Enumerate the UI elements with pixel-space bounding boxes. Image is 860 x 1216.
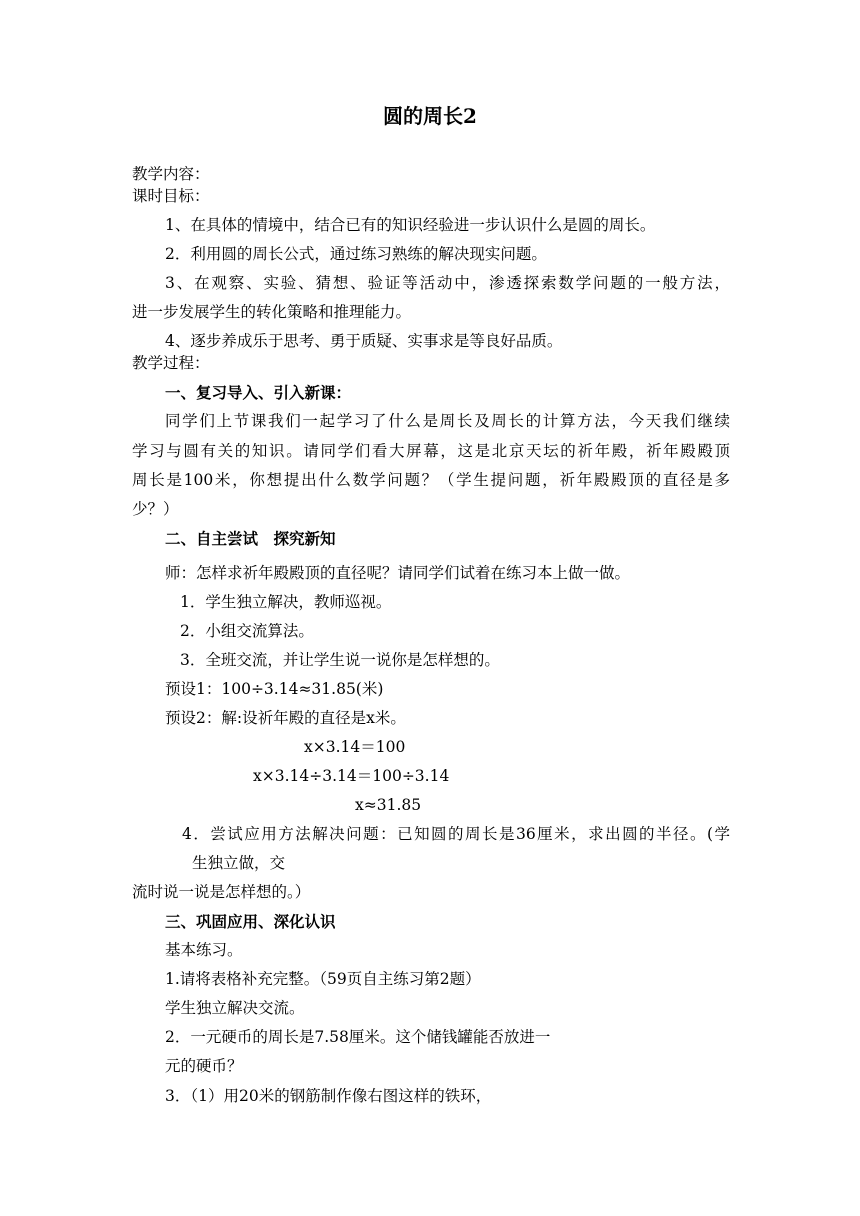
section3-line: 2．一元硬币的周长是7.58厘米。这个储钱罐能否放进一 (165, 1028, 551, 1046)
section3-line: 基本练习。 (165, 941, 243, 959)
equation-2: x×3.14÷3.14＝100÷3.14 (253, 767, 450, 785)
goal-4: 4、逐步养成乐于思考、勇于质疑、实事求是等良好品质。 (165, 332, 563, 350)
section2-step-4-cont: 生独立做，交 (192, 854, 286, 872)
section2-step: 3．全班交流，并让学生说一说你是怎样想的。 (180, 651, 500, 669)
section3-heading: 三、巩固应用、深化认识 (165, 912, 336, 931)
section2-step: 2．小组交流算法。 (180, 622, 314, 640)
goal-3: 3、在观察、实验、猜想、验证等活动中，渗透探索数学问题的一般方法， (165, 274, 730, 292)
goals-label: 课时目标： (132, 187, 210, 205)
section1-line: 周长是100米，你想提出什么数学问题？（学生提问题，祈年殿殿顶的直径是多 (132, 471, 730, 489)
preset-1: 预设1：100÷3.14≈31.85(米) (165, 680, 384, 698)
section1-line: 同学们上节课我们一起学习了什么是周长及周长的计算方法，今天我们继续 (165, 412, 730, 430)
equation-3: x≈31.85 (355, 796, 422, 814)
page-title: 圆的周长2 (383, 104, 477, 128)
process-label: 教学过程： (132, 354, 210, 372)
section2-step-4: 4．尝试应用方法解决问题：已知圆的周长是36厘米，求出圆的半径。(学 (182, 825, 730, 843)
content-label: 教学内容： (132, 165, 210, 183)
goal-3-cont: 进一步发展学生的转化策略和推理能力。 (132, 303, 412, 321)
section3-line: 学生独立解决交流。 (165, 999, 305, 1017)
goal-1: 1、在具体的情境中，结合已有的知识经验进一步认识什么是圆的周长。 (165, 216, 656, 234)
section3-line: 元的硬币？ (165, 1057, 243, 1075)
equation-1: x×3.14＝100 (304, 738, 406, 756)
section2-heading: 二、自主尝试 探究新知 (165, 529, 336, 548)
section2-step: 1．学生独立解决，教师巡视。 (180, 593, 392, 611)
goal-2: 2．利用圆的周长公式，通过练习熟练的解决现实问题。 (165, 245, 547, 263)
section1-line: 学习与圆有关的知识。请同学们看大屏幕，这是北京天坛的祈年殿，祈年殿殿顶 (132, 442, 730, 460)
section1-heading: 一、复习导入、引入新课： (165, 383, 352, 402)
section3-line: 1.请将表格补充完整。（59页自主练习第2题） (165, 970, 481, 988)
section3-line: 3．（1）用20米的钢筋制作像右图这样的铁环， (165, 1087, 492, 1105)
preset-2: 预设2：解:设祈年殿的直径是x米。 (165, 709, 406, 727)
section2-step-4-cont: 流时说一说是怎样想的。） (132, 883, 311, 901)
section1-line: 少？） (132, 500, 179, 518)
section2-question: 师：怎样求祈年殿殿顶的直径呢？请同学们试着在练习本上做一做。 (165, 564, 631, 582)
